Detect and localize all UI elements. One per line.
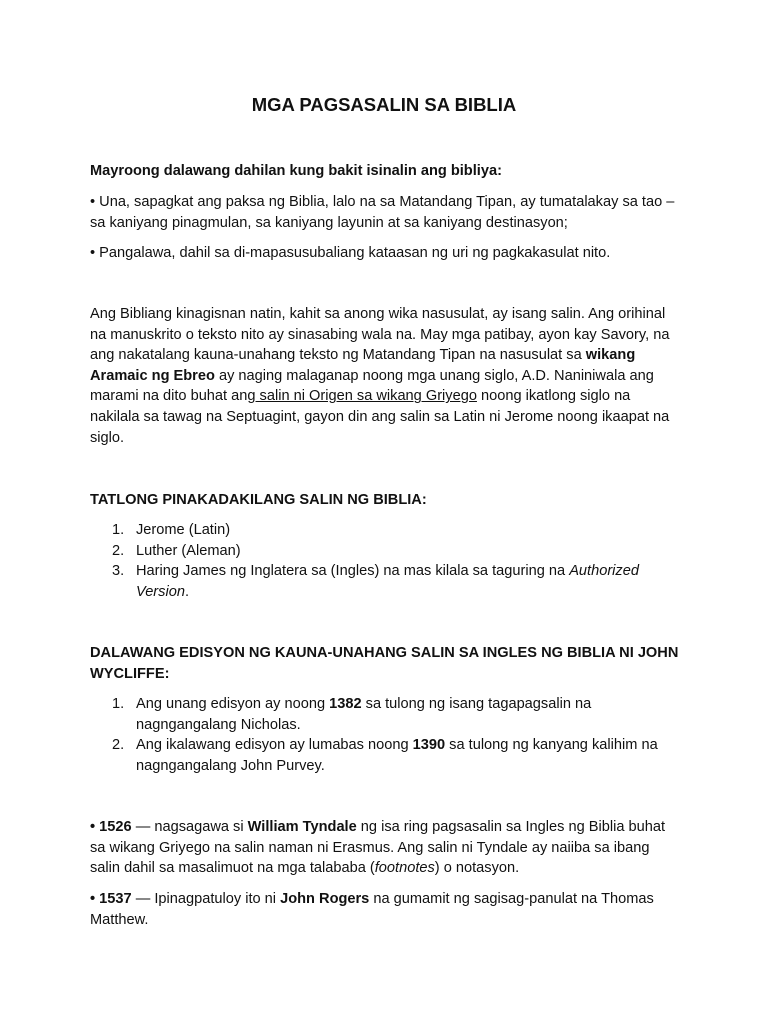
list-item-text: Luther (Aleman) — [136, 542, 241, 559]
list-item-year: 1390 — [412, 737, 446, 754]
list-item-text: Ang unang edisyon ay noong — [136, 696, 330, 712]
list-item-text: Haring James ng Inglatera sa (Ingles) na mas kilala sa taguring na — [136, 563, 570, 580]
intro-text-2: ay naging malaganap noong mga unang siglo, A.D. Naniniwala ang marami na dito buhat ang — [90, 367, 654, 405]
reason-first: • Una, sapagkat ang paksa ng Biblia, lalo na sa Matandang Tipan, ay tumatalakay sa tao – sa kaniyang pinagmulan, sa kaniyang layunin at sa kaniyang destinasyon; — [90, 194, 675, 231]
event-person: John Rogers — [280, 891, 370, 907]
list-item — [90, 735, 682, 776]
event-text-end: ) o notasyon. — [434, 860, 520, 877]
list-item — [90, 694, 682, 735]
list-item-text-end: sa tulong ng isang tagapagsalin na nagngangalang Nicholas. — [136, 696, 592, 733]
event-year: 1537 — [99, 891, 132, 907]
reasons-heading: Mayroong dalawang dahilan kung bakit isinalin ang bibliya: — [90, 163, 502, 179]
event-bullet: • — [90, 891, 100, 907]
event-text: — Ipinagpatuloy ito ni — [131, 891, 281, 907]
list-item — [90, 520, 682, 541]
intro-paragraph — [90, 304, 682, 448]
reason-second: • Pangalawa, dahil sa di-mapasusubaliang kataasan ng uri ng pagkakasulat nito. — [90, 245, 611, 261]
list-item — [90, 561, 682, 602]
list-number: 2. — [112, 737, 125, 754]
list-number: 3. — [112, 563, 125, 580]
event-italic: footnotes — [374, 860, 435, 877]
list-item-end: . — [184, 583, 190, 600]
event-1537 — [90, 889, 682, 930]
list-number: 1. — [112, 696, 125, 712]
list-number: 2. — [112, 542, 125, 559]
wycliffe-list — [90, 694, 682, 776]
list-item-year: 1382 — [329, 696, 362, 712]
list-item-text: Ang ikalawang edisyon ay lumabas noong — [136, 737, 413, 754]
list-item-italic: Authorized Version — [136, 563, 639, 600]
three-translations-list — [90, 520, 682, 602]
three-translations-heading: TATLONG PINAKADAKILANG SALIN NG BIBLIA: — [90, 492, 427, 508]
intro-text-3: noong ikatlong siglo na nakilala sa tawag na Septuagint, gayon din ang salin sa Latin ni Jerome noong ikaapat na siglo. — [90, 388, 670, 446]
wycliffe-heading: DALAWANG EDISYON NG KAUNA-UNAHANG SALIN SA INGLES NG BIBLIA NI JOHN WYCLIFFE: — [90, 645, 679, 682]
intro-text-1: Ang Bibliang kinagisnan natin, kahit sa anong wika nasusulat, ay isang salin. Ang orihinal na manuskrito o teksto nito ay sinasabing wala na. May mga patibay, ayon kay Savory, na ang nakatalang kauna-unahang teksto ng Matandang Tipan na nasusulat sa — [90, 306, 670, 364]
list-item-text: Jerome (Latin) — [136, 522, 231, 538]
event-bullet: • — [90, 819, 100, 835]
event-year: 1526 — [99, 819, 132, 835]
event-text-cont: na gumamit ng sagisag-panulat na Thomas Matthew. — [90, 891, 654, 928]
list-item — [90, 541, 682, 562]
event-text-cont: ng isa ring pagsasalin sa Ingles ng Biblia buhat sa wikang Griyego na salin naman ni Erasmus. Ang salin ni Tyndale ay naiiba sa ibang salin dahil sa masalimuot na mga talababa ( — [90, 819, 666, 877]
event-text: — nagsagawa si — [131, 819, 248, 835]
list-number: 1. — [112, 522, 125, 538]
intro-underlined-text: salin ni Origen sa wikang Griyego — [255, 388, 477, 405]
list-item-text-end: sa tulong ng kanyang kalihim na nagngangalang John Purvey. — [136, 737, 658, 774]
intro-bold-text: wikang Aramaic ng Ebreo — [90, 347, 636, 384]
event-1526 — [90, 817, 682, 879]
event-person: William Tyndale — [247, 819, 357, 835]
page-title: MGA PAGSASALIN SA BIBLIA — [251, 94, 517, 115]
